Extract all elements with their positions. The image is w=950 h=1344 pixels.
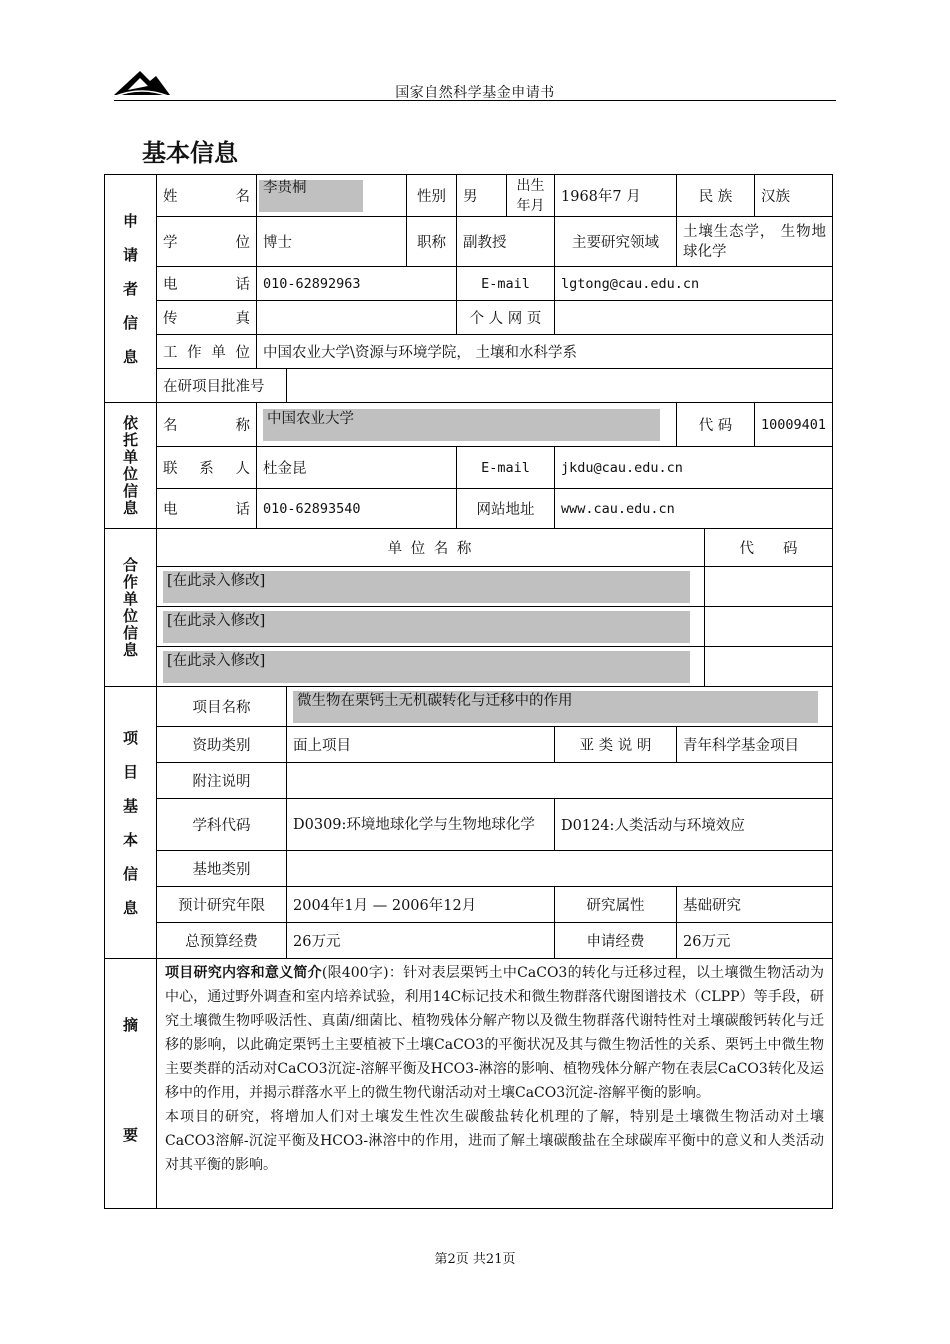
abstract-paragraph-2: 本项目的研究，将增加人们对土壤发生性次生碳酸盐转化机理的了解，特别是土壤微生物活动对土壤CaCO3溶解-沉淀平衡及HCO3-淋溶中的作用，进而了解土壤碳酸盐在全球碳库平衡中的意义和人类活动对其平衡的影响。 [165,1109,825,1173]
title-value[interactable]: 副教授 [457,217,555,267]
attr-value[interactable]: 基础研究 [677,887,833,923]
project-label-char: 息 [122,898,138,917]
subclass-value[interactable]: 青年科学基金项目 [677,727,833,763]
page-footer: 第2页 共21页 [434,1252,516,1267]
project-name-cell[interactable] [287,687,833,727]
discipline-label: 学科代码 [157,799,287,851]
partner-label-char: 作 [122,572,138,591]
applicant-label-char: 者 [122,279,138,298]
project-section-label [105,687,157,959]
applicant-label-char: 息 [122,347,138,366]
discipline-primary[interactable]: D0309:环境地球化学与生物地球化学 [287,799,555,851]
phone-value[interactable]: 010-62892963 [257,267,457,301]
host-label-char: 单 [122,447,138,466]
partner-col-name: 单 位 名 称 [157,529,705,567]
applicant-label-char: 请 [122,245,138,264]
partner-name-cell[interactable] [157,647,705,687]
unit-label: 工 作 单 位 [157,335,257,369]
host-phone-value[interactable]: 010-62893540 [257,489,457,529]
partner-name-value[interactable]: [在此录入修改] [163,571,690,603]
field-label: 主要研究领域 [555,217,677,267]
ethnic-label: 民 族 [677,175,755,217]
partner-row [105,607,833,647]
project-label-char: 目 [122,762,138,781]
project-label-char: 项 [122,728,138,747]
partner-label-char: 位 [122,606,138,625]
host-section-label [105,403,157,529]
abstract-section-label [105,959,157,1209]
project-name-value[interactable]: 微生物在栗钙土无机碳转化与迁移中的作用 [293,691,818,723]
funding-value[interactable]: 面上项目 [287,727,555,763]
abstract-lead: 项目研究内容和意义简介 [165,965,322,981]
attr-label: 研究属性 [555,887,677,923]
degree-label: 学 位 [157,217,257,267]
applicant-label-char: 申 [122,211,138,230]
abstract-label-bottom: 要 [122,1126,138,1144]
host-email-label: E-mail [457,447,555,489]
partner-row [105,567,833,607]
phone-label: 电 话 [157,267,257,301]
application-form [104,174,833,1209]
budget-value[interactable]: 26万元 [287,923,555,959]
period-label: 预计研究年限 [157,887,287,923]
fax-label: 传 真 [157,301,257,335]
host-label-char: 托 [122,430,138,449]
ethnic-value[interactable]: 汉族 [755,175,833,217]
subclass-label: 亚 类 说 明 [555,727,677,763]
field-value[interactable]: 土壤生态学， 生物地球化学 [677,217,833,267]
projects-value[interactable] [287,369,833,403]
abstract-text-1: 针对表层栗钙土中CaCO3的转化与迁移过程，以土壤微生物活动为中心，通过野外调查和室内培养试验，利用14C标记技术和微生物群落代谢图谱技术（CLPP）等手段，研究土壤微生物呼吸活性、真菌/细菌比、植物残体分解产物以及微生物群落代谢特性对土壤碳酸钙转化与迁移的影响，以此确定栗钙土主要植被下土壤CaCO3的平衡状况及其与微生物活性的关系、栗钙土中微生物主要类群的活动对CaCO3沉淀-溶解平衡及HCO3-淋溶的影响、植物残体分解产物在表层CaCO3转化及运移中的作用，并揭示群落水平上的微生物代谢活动对土壤CaCO3沉淀-溶解平衡的影响。 [165,965,825,1101]
partner-name-cell[interactable] [157,607,705,647]
partner-label-char: 息 [122,640,138,659]
host-name-value[interactable]: 中国农业大学 [263,409,660,441]
host-label-char: 位 [122,464,138,483]
header-rule [114,100,836,101]
contact-label: 联 系 人 [157,447,257,489]
partner-col-code: 代 码 [705,529,833,567]
funding-label: 资助类别 [157,727,287,763]
host-email-value[interactable]: jkdu@cau.edu.cn [555,447,833,489]
name-cell[interactable] [257,175,407,217]
base-label: 基地类别 [157,851,287,887]
applicant-section-label [105,175,157,403]
projects-label: 在研项目批准号 [157,369,287,403]
budget-label: 总预算经费 [157,923,287,959]
unit-value[interactable]: 中国农业大学\资源与环境学院， 土壤和水科学系 [257,335,833,369]
host-name-label: 名 称 [157,403,257,447]
host-name-cell[interactable] [257,403,677,447]
partner-label-char: 信 [122,623,138,642]
website-value[interactable]: www.cau.edu.cn [555,489,833,529]
project-label-char: 基 [122,796,138,815]
email-label: E-mail [457,267,555,301]
fax-value[interactable] [257,301,457,335]
discipline-secondary[interactable]: D0124:人类活动与环境效应 [555,799,833,851]
birth-value[interactable]: 1968年7 月 [555,175,677,217]
project-label-char: 本 [122,830,138,849]
partner-section-label [105,529,157,687]
host-code-value[interactable]: 10009401 [755,403,833,447]
apply-label: 申请经费 [555,923,677,959]
base-value[interactable] [287,851,833,887]
project-label-char: 信 [122,864,138,883]
host-code-label: 代 码 [677,403,755,447]
abstract-label-top: 摘 [122,1016,138,1034]
section-title: 基本信息 [142,139,238,167]
partner-name-value[interactable]: [在此录入修改] [163,651,690,683]
partner-row [105,647,833,687]
note-value[interactable] [287,763,833,799]
name-label: 姓 名 [157,175,257,217]
gender-value[interactable]: 男 [457,175,507,217]
partner-label-char: 单 [122,589,138,608]
period-value[interactable]: 2004年1月 — 2006年12月 [287,887,555,923]
abstract-limit: (限400字)： [321,965,404,981]
note-label: 附注说明 [157,763,287,799]
partner-name-cell[interactable] [157,567,705,607]
email-value[interactable]: lgtong@cau.edu.cn [555,267,833,301]
apply-value[interactable]: 26万元 [677,923,833,959]
birth-label: 出生年月 [507,175,555,217]
partner-code-value[interactable] [705,647,833,687]
degree-value[interactable]: 博士 [257,217,407,267]
name-value[interactable]: 李贵桐 [259,180,363,212]
contact-value[interactable]: 杜金昆 [257,447,457,489]
website-label: 网站地址 [457,489,555,529]
header-title: 国家自然科学基金申请书 [395,85,555,101]
partner-label-char: 合 [122,555,138,574]
partner-code-value[interactable] [705,607,833,647]
title-label: 职称 [407,217,457,267]
partner-code-value[interactable] [705,567,833,607]
host-label-char: 依 [122,413,138,432]
partner-name-value[interactable]: [在此录入修改] [163,611,690,643]
homepage-label: 个 人 网 页 [457,301,555,335]
abstract-paragraph-1 [165,961,824,1105]
project-name-label: 项目名称 [157,687,287,727]
homepage-value[interactable] [555,301,833,335]
gender-label: 性别 [407,175,457,217]
host-phone-label: 电 话 [157,489,257,529]
abstract-body[interactable] [157,959,833,1209]
host-label-char: 信 [122,481,138,500]
applicant-label-char: 信 [122,313,138,332]
host-label-char: 息 [122,498,138,517]
